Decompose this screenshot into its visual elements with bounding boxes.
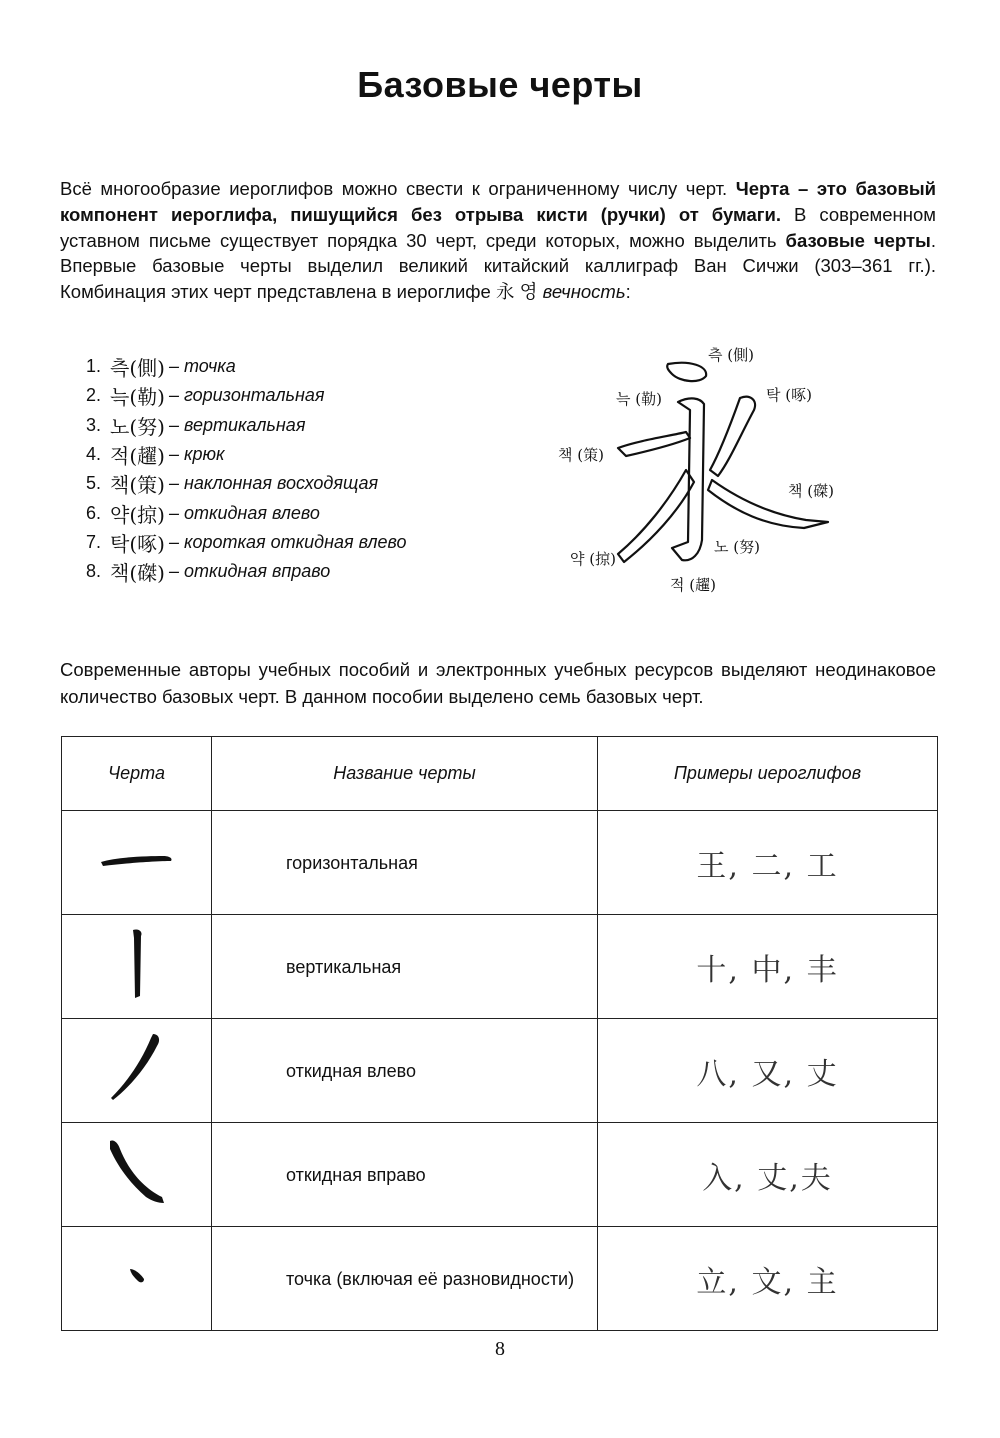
item-number: 2. [86,385,102,406]
item-number: 4. [86,444,102,465]
page-number: 8 [495,1338,505,1360]
item-hangul: 늑 [110,385,130,410]
stroke-examples: 入, 丈,夫 [598,1123,938,1227]
list-item [86,440,407,469]
table-row [62,915,938,1019]
item-number: 1. [86,356,102,377]
intro-hanja: 永 [495,282,515,304]
basic-strokes-table [61,736,938,1331]
vertical-stroke-icon [117,926,157,1002]
item-description: – точка [168,356,236,377]
item-hanja: (勒) [129,385,165,410]
intro-meaning: вечность [542,281,626,303]
item-hanja: (磔) [129,561,165,586]
intro-colon: : [625,281,631,303]
table-row [62,811,938,915]
stroke-name: вертикальная [212,915,598,1019]
item-hangul: 약 [110,502,130,527]
stroke-cell [62,1227,212,1331]
item-description: – горизонтальная [168,385,325,406]
stroke-cell [62,811,212,915]
stroke-name: горизонтальная [212,811,598,915]
dot-stroke-icon [122,1261,152,1291]
diagram-label: 노 (努) [714,538,760,556]
diagram-label: 탁 (啄) [766,386,812,404]
item-hanja: (掠) [129,502,165,527]
stroke-examples: 十, 中, 丰 [598,915,938,1019]
item-description: – откидная вправо [168,561,331,582]
left-falling-stroke-icon [107,1030,167,1106]
table-row [62,1019,938,1123]
stroke-name: откидная влево [212,1019,598,1123]
table-row [62,1227,938,1331]
stroke-cell [62,1123,212,1227]
stroke-name: откидная вправо [212,1123,598,1227]
item-hanja: (趯) [129,444,165,469]
item-hanja: (努) [129,414,165,439]
list-item [86,498,407,527]
list-item [86,528,407,557]
item-number: 6. [86,502,102,523]
item-hangul: 노 [110,414,130,439]
item-hangul: 탁 [110,531,130,556]
list-item [86,557,407,586]
item-description: – наклонная восходящая [168,473,379,494]
page-title: Базовые черты [357,64,643,105]
intro-paragraph [60,176,936,306]
item-description: – короткая откидная влево [168,531,407,552]
diagram-label: 적 (趯) [670,576,716,594]
diagram-label: 측 (側) [708,346,754,364]
item-number: 7. [86,531,102,552]
item-hangul: 책 [110,473,130,498]
diagram-label: 책 (磔) [788,482,834,500]
stroke-list [86,352,407,586]
item-hanja: (側) [129,356,165,381]
stroke-examples: 八, 又, 丈 [598,1019,938,1123]
item-description: – вертикальная [168,414,306,435]
header-examples: Примеры иероглифов [598,737,938,811]
right-falling-stroke-icon [102,1137,172,1207]
diagram-label: 늑 (勒) [616,390,662,408]
list-item [86,381,407,410]
second-paragraph: Современные авторы учебных пособий и электронных учебных ресурсов выделяют неодинаковое количество базовых черт. В данном пособии выделено семь базовых черт. [60,659,936,707]
item-number: 8. [86,561,102,582]
item-description: – откидная влево [168,502,320,523]
header-stroke: Черта [62,737,212,811]
item-number: 5. [86,473,102,494]
diagram-label: 약 (掠) [570,550,616,568]
list-item [86,352,407,381]
stroke-cell [62,1019,212,1123]
table-header-row [62,737,938,811]
item-number: 3. [86,414,102,435]
intro-definition: Черта – это базовый компонент иероглифа, пишущийся без отрыва кисти (ручки) от бумаги. [60,178,936,225]
item-hangul: 책 [110,561,130,586]
item-description: – крюк [168,444,225,465]
stroke-examples: 王, 二, 工 [598,811,938,915]
yong-character-diagram [540,340,860,600]
item-hangul: 적 [110,444,130,469]
table-row [62,1123,938,1227]
item-hanja: (策) [129,473,165,498]
horizontal-stroke-icon [97,840,177,880]
item-hangul: 측 [110,356,130,381]
intro-hangul: 영 [519,282,538,304]
list-item [86,411,407,440]
header-name: Название черты [212,737,598,811]
stroke-examples: 立, 文, 主 [598,1227,938,1331]
item-hanja: (啄) [129,531,165,556]
intro-text-2: В современном уставном письме существует порядка 30 черт, среди которых, можно выделить [60,203,936,251]
stroke-cell [62,915,212,1019]
intro-bold-term: базовые черты [785,229,931,251]
diagram-label: 책 (策) [558,446,604,464]
stroke-name: точка (включая её разновидности) [212,1227,598,1331]
intro-text-1: Всё многообразие иероглифов можно свести к ограниченному числу черт. [60,178,736,199]
list-item [86,469,407,498]
intro-text-3: . Впервые базовые черты выделил великий китайский каллиграф Ван Сичжи (303–361 гг.). Комбинация этих черт представлена в иероглифе [60,229,936,303]
